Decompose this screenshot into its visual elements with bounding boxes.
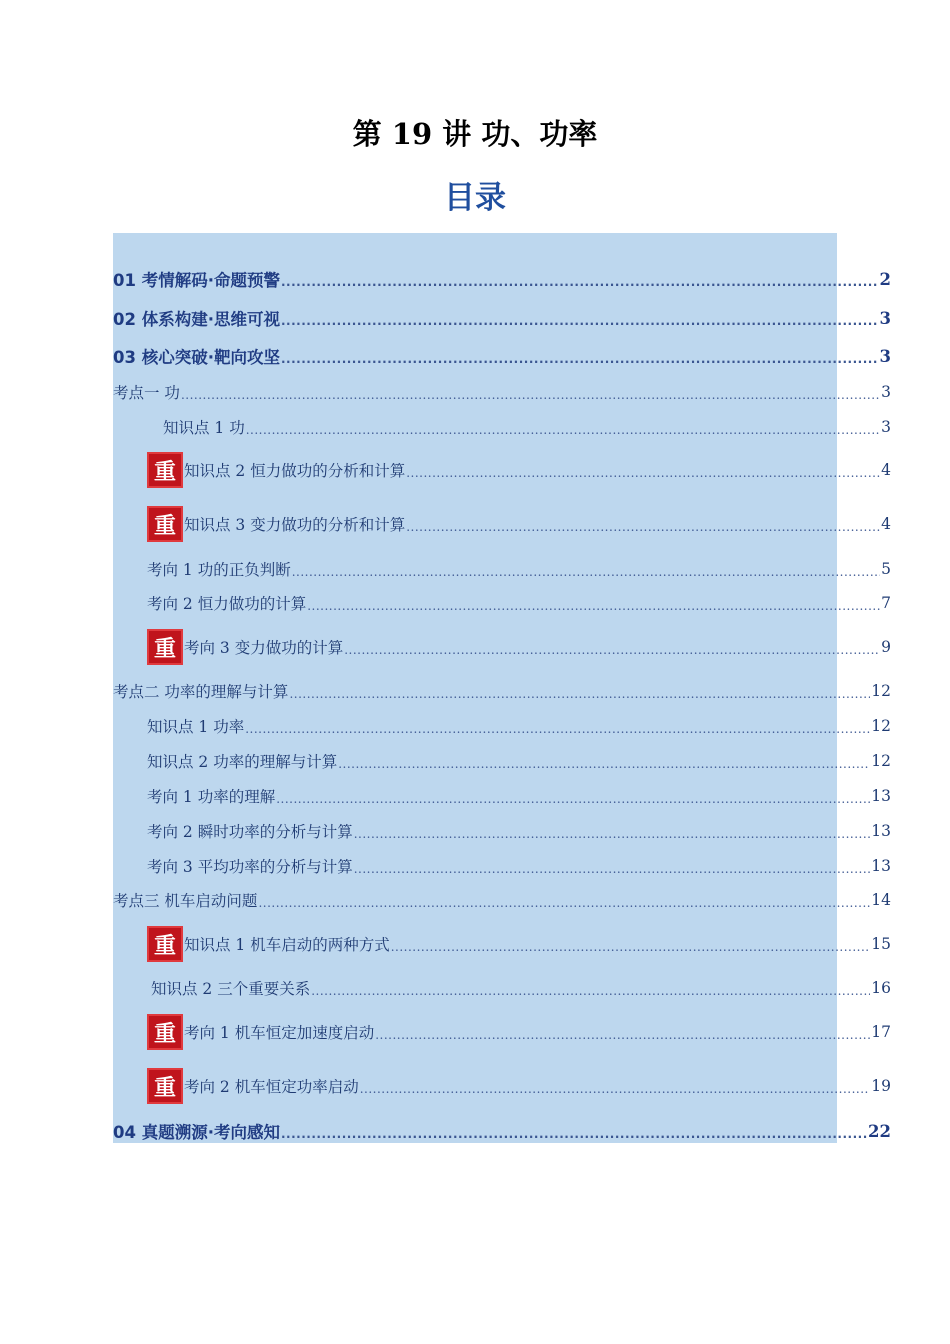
dot-leader [281, 352, 879, 366]
toc-entry[interactable] [151, 978, 891, 998]
toc-entry-page-number: 19 [871, 1077, 891, 1095]
dot-leader [406, 520, 880, 534]
toc-entry[interactable] [147, 559, 891, 579]
toc-entry-label: 考点一 功 [113, 384, 180, 402]
toc-entry-page-number: 4 [881, 461, 891, 479]
toc-entry[interactable] [147, 593, 891, 613]
toc-entry-page-number: 3 [879, 346, 891, 366]
toc-entry-page-number: 15 [871, 935, 891, 953]
document-title: 第 19 讲 功、功率 [352, 117, 598, 151]
dot-leader [354, 862, 871, 876]
toc-entry-label: 考向 1 功率的理解 [147, 788, 276, 806]
toc-entry[interactable] [113, 346, 891, 366]
toc-entry[interactable] [113, 681, 891, 701]
toc-entry-label: 知识点 1 功 [163, 419, 245, 437]
toc-entry-label: 考点三 机车启动问题 [113, 892, 258, 910]
dot-leader [245, 722, 870, 736]
dot-leader [311, 984, 870, 998]
dot-leader [181, 388, 880, 402]
toc-entry-page-number: 3 [881, 383, 891, 401]
dot-leader [354, 827, 871, 841]
toc-entry-page-number: 3 [879, 308, 891, 328]
key-point-badge: 重 [147, 506, 183, 542]
toc-entry-label: 04 真题溯源·考向感知 [113, 1123, 280, 1142]
toc-heading: 目录 [444, 180, 506, 216]
dot-leader [281, 314, 879, 328]
toc-entry[interactable] [147, 1068, 891, 1104]
toc-entry-label: 知识点 2 功率的理解与计算 [147, 753, 338, 771]
toc-entry[interactable] [113, 308, 891, 328]
dot-leader [281, 1127, 867, 1141]
toc-entry[interactable] [147, 786, 891, 806]
key-point-badge: 重 [147, 1014, 183, 1050]
toc-entry-page-number: 16 [871, 979, 891, 997]
toc-entry[interactable] [113, 1121, 891, 1141]
toc-entry-page-number: 12 [871, 752, 891, 770]
dot-leader [360, 1082, 871, 1096]
toc-entry-page-number: 7 [881, 594, 891, 612]
toc-entry-page-number: 17 [871, 1023, 891, 1041]
toc-entry-page-number: 12 [871, 682, 891, 700]
dot-leader [406, 466, 880, 480]
toc-entry-label: 01 考情解码·命题预警 [113, 271, 280, 290]
toc-entry-label: 考向 1 机车恒定加速度启动 [184, 1024, 375, 1042]
toc-entry-page-number: 14 [871, 891, 891, 909]
toc-entry-page-number: 5 [881, 560, 891, 578]
key-point-badge: 重 [147, 926, 183, 962]
dot-leader [391, 940, 871, 954]
toc-entry-page-number: 13 [871, 857, 891, 875]
toc-entry-label: 考向 3 平均功率的分析与计算 [147, 858, 353, 876]
toc-entry[interactable] [147, 926, 891, 962]
dot-leader [281, 275, 879, 289]
toc-entry-page-number: 3 [881, 418, 891, 436]
toc-entry-label: 知识点 3 变力做功的分析和计算 [184, 516, 406, 534]
toc-entry[interactable] [113, 890, 891, 910]
toc-entry-label: 知识点 1 功率 [147, 718, 245, 736]
toc-entry-label: 知识点 1 机车启动的两种方式 [184, 936, 390, 954]
dot-leader [276, 792, 870, 806]
toc-entry-label: 考向 3 变力做功的计算 [184, 639, 344, 657]
toc-entry-label: 考点二 功率的理解与计算 [113, 683, 289, 701]
toc-entry-label: 02 体系构建·思维可视 [113, 310, 280, 329]
dot-leader [338, 757, 870, 771]
dot-leader [258, 896, 870, 910]
key-point-badge: 重 [147, 629, 183, 665]
dot-leader [375, 1028, 870, 1042]
toc-entry-page-number: 13 [871, 822, 891, 840]
toc-entry-label: 考向 2 机车恒定功率启动 [184, 1078, 359, 1096]
toc-entry-page-number: 22 [868, 1121, 891, 1141]
toc-entry-page-number: 9 [881, 638, 891, 656]
toc-entry[interactable] [147, 1014, 891, 1050]
toc-entry[interactable] [147, 716, 891, 736]
toc-entry-label: 考向 2 恒力做功的计算 [147, 595, 307, 613]
toc-entry[interactable] [147, 452, 891, 488]
dot-leader [292, 565, 880, 579]
toc-entry[interactable] [147, 821, 891, 841]
toc-entry-page-number: 12 [871, 717, 891, 735]
dot-leader [307, 599, 880, 613]
dot-leader [289, 687, 870, 701]
toc-entry[interactable] [147, 629, 891, 665]
toc-entry[interactable] [147, 856, 891, 876]
toc-entry-label: 考向 2 瞬时功率的分析与计算 [147, 823, 353, 841]
toc-entry-page-number: 4 [881, 515, 891, 533]
toc-entry-label: 知识点 2 恒力做功的分析和计算 [184, 462, 406, 480]
toc-entry-label: 知识点 2 三个重要关系 [151, 980, 311, 998]
toc-entry-page-number: 13 [871, 787, 891, 805]
toc-entry[interactable] [113, 382, 891, 402]
toc-entry-label: 考向 1 功的正负判断 [147, 561, 291, 579]
toc-entry-label: 03 核心突破·靶向攻坚 [113, 348, 280, 367]
dot-leader [344, 643, 880, 657]
toc-entry[interactable] [113, 269, 891, 289]
toc-entry[interactable] [163, 417, 891, 437]
toc-entry[interactable] [147, 751, 891, 771]
key-point-badge: 重 [147, 1068, 183, 1104]
toc-entry[interactable] [147, 506, 891, 542]
key-point-badge: 重 [147, 452, 183, 488]
dot-leader [246, 423, 880, 437]
toc-entry-page-number: 2 [879, 269, 891, 289]
